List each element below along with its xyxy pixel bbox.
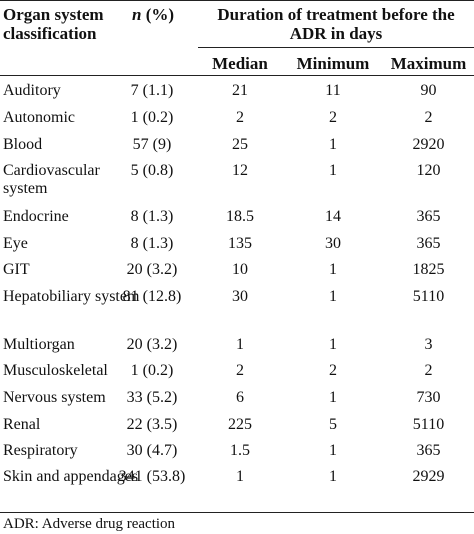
organ-cell: Autonomic <box>3 109 75 126</box>
maximum-cell: 5110 <box>412 288 445 305</box>
maximum-cell: 2920 <box>412 136 445 153</box>
minimum-cell: 11 <box>325 82 341 99</box>
n-percent-cell: 7 (1.1) <box>130 82 174 99</box>
minimum-cell: 2 <box>329 109 337 126</box>
median-cell: 135 <box>228 235 252 252</box>
minimum-cell: 14 <box>325 208 341 225</box>
maximum-cell: 120 <box>416 162 441 179</box>
median-cell: 1.5 <box>230 442 250 459</box>
organ-cell: Blood <box>3 136 43 153</box>
header-bottom-rule <box>0 75 474 76</box>
median-cell: 18.5 <box>226 208 254 225</box>
header-minimum: Minimum <box>296 54 370 73</box>
n-percent-cell: 33 (5.2) <box>126 389 178 406</box>
maximum-cell: 90 <box>420 82 437 99</box>
organ-cell: Musculoskeletal <box>3 362 108 379</box>
maximum-cell: 2 <box>424 109 433 126</box>
median-cell: 12 <box>232 162 248 179</box>
minimum-cell: 1 <box>329 442 337 459</box>
n-percent-cell: 5 (0.8) <box>130 162 174 179</box>
maximum-cell: 5110 <box>412 416 445 433</box>
median-cell: 2 <box>236 362 244 379</box>
footnote: ADR: Adverse drug reaction <box>3 516 176 532</box>
n-percent-cell: 1 (0.2) <box>130 109 174 126</box>
maximum-cell: 1825 <box>412 261 445 278</box>
n-percent-cell: 22 (3.5) <box>126 416 178 433</box>
organ-cell: Renal <box>3 416 41 433</box>
minimum-cell: 1 <box>329 389 337 406</box>
header-percent: (%) <box>141 5 175 24</box>
header-n-percent <box>118 5 188 24</box>
bottom-rule <box>0 512 474 513</box>
minimum-cell: 1 <box>329 261 337 278</box>
minimum-cell: 1 <box>329 288 337 305</box>
n-percent-cell: 341 (53.8) <box>118 468 186 485</box>
median-cell: 6 <box>236 389 244 406</box>
median-cell: 225 <box>228 416 252 433</box>
minimum-cell: 1 <box>329 162 337 179</box>
n-percent-cell: 20 (3.2) <box>126 261 178 278</box>
n-percent-cell: 20 (3.2) <box>126 336 178 353</box>
median-cell: 2 <box>236 109 244 126</box>
minimum-cell: 2 <box>329 362 337 379</box>
n-percent-cell: 8 (1.3) <box>130 208 174 225</box>
organ-cell: Endocrine <box>3 208 69 225</box>
n-percent-cell: 1 (0.2) <box>130 362 174 379</box>
maximum-cell: 3 <box>424 336 433 353</box>
organ-cell: Skin and appendages <box>3 468 139 485</box>
header-n-symbol: n <box>131 5 142 24</box>
n-percent-cell: 30 (4.7) <box>126 442 178 459</box>
maximum-cell: 365 <box>416 235 441 252</box>
header-duration: Duration of treatment before the ADR in days <box>217 5 455 43</box>
median-cell: 25 <box>232 136 248 153</box>
n-percent-cell: 57 (9) <box>132 136 172 153</box>
minimum-cell: 1 <box>329 136 337 153</box>
minimum-cell: 5 <box>329 416 337 433</box>
minimum-cell: 1 <box>329 468 337 485</box>
median-cell: 21 <box>232 82 248 99</box>
header-maximum: Maximum <box>390 54 467 73</box>
median-cell: 30 <box>232 288 248 305</box>
organ-cell: Multiorgan <box>3 336 75 353</box>
organ-cell: Cardiovascular system <box>3 162 100 197</box>
maximum-cell: 2 <box>424 362 433 379</box>
minimum-cell: 30 <box>325 235 341 252</box>
median-cell: 10 <box>232 261 248 278</box>
organ-cell: Nervous system <box>3 389 106 406</box>
median-cell: 1 <box>236 468 244 485</box>
n-percent-cell: 8 (1.3) <box>130 235 174 252</box>
top-rule <box>0 0 474 1</box>
n-percent-cell: 81 (12.8) <box>122 288 182 305</box>
organ-cell: Eye <box>3 235 28 252</box>
organ-cell: GIT <box>3 261 30 278</box>
header-organ-system: Organ system classification <box>3 5 104 43</box>
header-median: Median <box>212 54 268 73</box>
maximum-cell: 2929 <box>412 468 445 485</box>
median-cell: 1 <box>236 336 244 353</box>
maximum-cell: 365 <box>416 442 441 459</box>
minimum-cell: 1 <box>329 336 337 353</box>
organ-cell: Auditory <box>3 82 61 99</box>
organ-cell: Hepatobiliary system <box>3 288 140 305</box>
organ-cell: Respiratory <box>3 442 78 459</box>
maximum-cell: 365 <box>416 208 441 225</box>
maximum-cell: 730 <box>416 389 441 406</box>
subheader-rule <box>198 47 474 48</box>
